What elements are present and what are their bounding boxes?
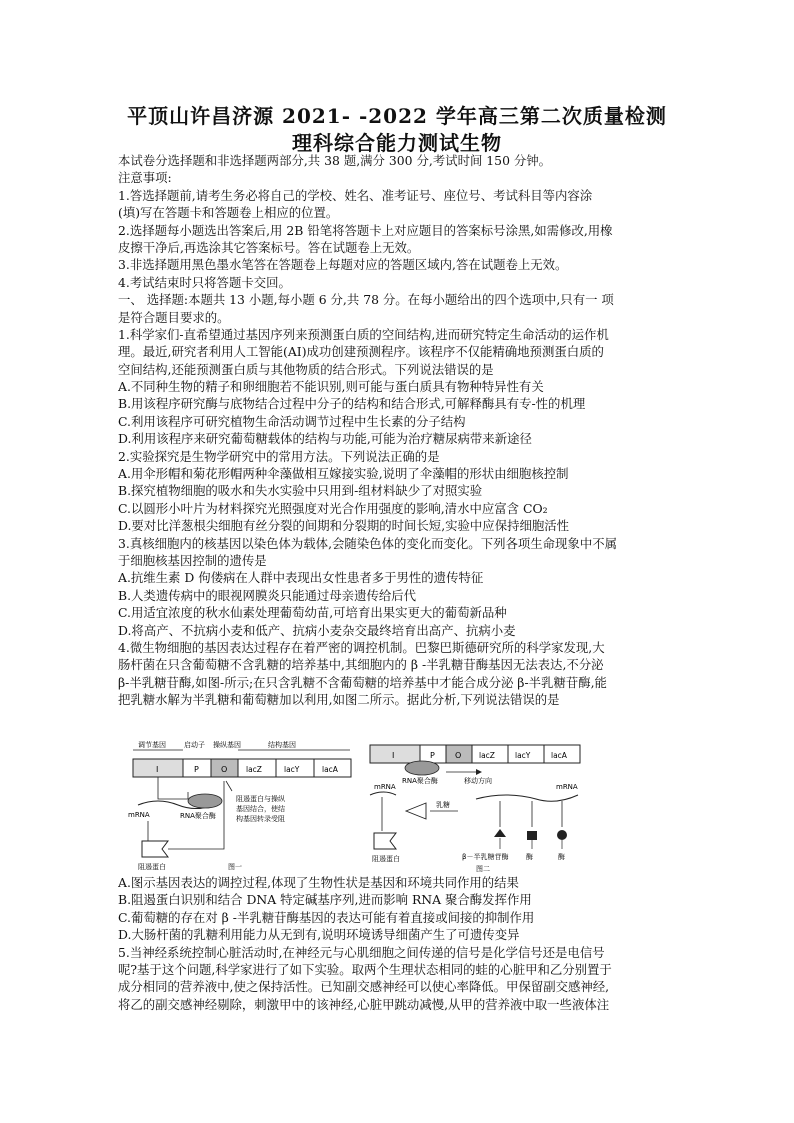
text-line: 将乙的副交感神经剔除，刺激甲中的该神经,心脏甲跳动减慢,从甲的营养液中取一些液体注 <box>118 996 610 1012</box>
segment-label: O <box>221 765 228 774</box>
note-line: 基因结合，使结 <box>236 805 285 813</box>
text-line: 是符合题目要求的。 <box>118 309 230 325</box>
text-line: 一、 选择题:本题共 13 小题,每小题 6 分,共 78 分。在每小题给出的四个选项中,只有一 项 <box>118 292 614 308</box>
exam-body <box>118 152 678 709</box>
text-line: (填)写在答题卡和答题卷上相应的位置。 <box>118 205 339 221</box>
segment-label: lacY <box>284 765 300 774</box>
enzyme-label: β－半乳糖苷酶 <box>462 853 509 861</box>
enzyme-label: 酶 <box>558 853 565 861</box>
text-line: B.探究植物细胞的吸水和失水实验中只用到-组材料缺少了对照实验 <box>118 483 483 499</box>
text-line: 2.选择题每小题选出答案后,用 2B 铅笔将答题卡上对应题目的答案标号涂黑,如需修改,用橡 <box>118 222 613 238</box>
text-line: 于细胞核基因控制的遗传是 <box>118 552 267 568</box>
text-line: 空间结构,还能预测蛋白质与其他物质的结合形式。下列说法错误的是 <box>118 361 494 377</box>
text-line: 1.答选择题前,请考生务必将自己的学校、姓名、准考证号、座位号、考试科目等内容涂 <box>118 187 593 203</box>
repressor-shape <box>374 833 396 849</box>
mrna-label: mRNA <box>128 811 150 819</box>
repressor-shape <box>142 841 168 857</box>
segment-label: P <box>194 765 199 774</box>
text-line: 3.真核细胞内的核基因以染色体为载体,会随染色体的变化而变化。下列各项生命现象中不属 <box>118 535 617 551</box>
exam-body-lower <box>118 874 678 1013</box>
text-line: C.以圆形小叶片为材料探究光照强度对光合作用强度的影响,清水中应富含 CO₂ <box>118 500 548 516</box>
gene-segment-i <box>370 745 420 763</box>
rna-polymerase-shape <box>405 761 439 775</box>
figure-one-diagram <box>128 737 358 873</box>
note-line: 构基因转录受阻 <box>236 815 285 823</box>
mrna-left-label: mRNA <box>374 783 396 791</box>
segment-label: lacA <box>551 751 567 760</box>
text-line: A.不同种生物的精子和卵细胞若不能识别,则可能与蛋白质具有物种特异性有关 <box>118 379 544 395</box>
text-line: B.阻遏蛋白识别和结合 DNA 特定碱基序列,进而影响 RNA 聚合酶发挥作用 <box>118 892 532 908</box>
direction-label: 移动方向 <box>464 777 492 785</box>
label-promoter: 启动子 <box>184 741 205 749</box>
text-line: C.葡萄糖的存在对 β -半乳糖苷酶基因的表达可能有着直接或间接的抑制作用 <box>118 909 535 925</box>
lactose-shape <box>406 803 426 819</box>
text-line: D.将高产、不抗病小麦和低产、抗病小麦杂交最终培育出高产、抗病小麦 <box>118 622 516 638</box>
note-line: 阻遏蛋白与操纵 <box>236 795 285 803</box>
enzyme-shape <box>494 829 506 837</box>
text-line: 呢?基于这个问题,科学家进行了如下实验。取两个生理状态相同的蛙的心脏甲和乙分别置于 <box>118 961 612 977</box>
text-line: 把乳糖水解为半乳糖和葡萄糖加以利用,如图二所示。据此分析,下列说法错误的是 <box>118 692 560 708</box>
enzyme-shape <box>527 831 537 840</box>
label-operator: 操纵基因 <box>213 741 241 749</box>
figure-one <box>128 737 358 877</box>
segment-label: lacA <box>322 765 338 774</box>
text-line: A.抗维生素 D 佝偻病在人群中表现出女性患者多于男性的遗传特征 <box>118 570 484 586</box>
text-line: 成分相同的营养液中,使之保持活性。已知副交感神经可以使心率降低。甲保留副交感神经, <box>118 979 610 995</box>
text-line: B.用该程序研究酶与底物结合过程中分子的结构和结合形式,可解释酶具有专-性的机理 <box>118 396 586 412</box>
text-line: 4.微生物细胞的基因表达过程存在着严密的调控机制。巴黎巴斯德研究所的科学家发现,大 <box>118 639 605 655</box>
figure-caption: 图一 <box>228 863 242 871</box>
mrna-strand <box>370 792 396 795</box>
text-line: 理。最近,研究者利用人工智能(AI)成功创建预测程序。该程序不仅能精确地预测蛋白质的 <box>118 344 604 360</box>
segment-label: lacY <box>515 751 531 760</box>
pointer-line <box>226 781 232 791</box>
text-line: 5.当神经系统控制心脏活动时,在神经元与心肌细胞之间传递的信号是化学信号还是电信号 <box>118 944 605 960</box>
rna-polymerase-shape <box>188 794 222 808</box>
text-line: 3.非选择题用黑色墨水笔答在答题卷上每题对应的答题区域内,答在试题卷上无效。 <box>118 257 568 273</box>
mrna-right-label: mRNA <box>556 783 578 791</box>
text-line: 肠杆菌在只含葡萄糖不含乳糖的培养基中,其细胞内的 β -半乳糖苷酶基因无法表达,不分泌 <box>118 657 604 673</box>
segment-label: lacZ <box>479 751 495 760</box>
figure-two-diagram <box>366 737 586 873</box>
segment-label: I <box>392 751 395 760</box>
text-line: 1.科学家们-直希望通过基因序列来预测蛋白质的空间结构,进而研究特定生命活动的运作机 <box>118 326 609 342</box>
lactose-label: 乳糖 <box>436 801 450 809</box>
segment-label: I <box>156 765 159 774</box>
text-line: 2.实验探究是生物学研究中的常用方法。下列说法正确的是 <box>118 448 440 464</box>
text-line: 4.考试结束时只将答题卡交回。 <box>118 274 291 290</box>
text-line: D.利用该程序来研究葡萄糖载体的结构与功能,可能为治疗糖尿病带来新途径 <box>118 431 532 447</box>
text-line: D.要对比洋葱根尖细胞有丝分裂的间期和分裂期的时间长短,实验中应保持细胞活性 <box>118 518 570 534</box>
mrna-strand <box>476 795 578 801</box>
text-line: C.利用该程序可研究植物生命活动调节过程中生长素的分子结构 <box>118 413 466 429</box>
enzyme-label: 酶 <box>526 853 533 861</box>
text-line: B.人类遗传病中的眼视网膜炎只能通过母亲遗传给后代 <box>118 587 417 603</box>
text-line: C.用适宜浓度的秋水仙素处理葡萄幼苗,可培育出果实更大的葡萄新品种 <box>118 605 507 621</box>
text-line: A.图示基因表达的调控过程,体现了生物性状是基因和环境共同作用的结果 <box>118 875 519 890</box>
page-title: 平顶山许昌济源 2021- -2022 学年高三第二次质量检测 <box>127 104 667 128</box>
label-regulator-gene: 调节基因 <box>138 741 166 749</box>
repressor-label: 阻遏蛋白 <box>138 863 166 871</box>
segment-label: lacZ <box>246 765 262 774</box>
repressor-label: 阻遏蛋白 <box>372 855 400 863</box>
segment-label: P <box>430 751 435 760</box>
page-subtitle: 理科综合能力测试生物 <box>292 131 502 155</box>
enzyme-shape <box>557 830 567 840</box>
polymerase-label: RNA聚合酶 <box>402 777 438 785</box>
text-line: D.大肠杆菌的乳糖利用能力从无到有,说明环境诱导细菌产生了可遗传变异 <box>118 927 520 943</box>
segment-label: O <box>455 751 462 760</box>
label-structural-genes: 结构基因 <box>268 741 296 749</box>
text-line: A.用伞形帽和菊花形帽两种伞藻做相互嫁接实验,说明了伞藻帽的形状由细胞核控制 <box>118 466 569 482</box>
text-line: 注意事项: <box>118 170 172 186</box>
polymerase-label: RNA聚合酶 <box>180 812 216 820</box>
transcription-arrow <box>158 777 188 799</box>
text-line: 本试卷分选择题和非选择题两部分,共 38 题,满分 300 分,考试时间 150 分钟。 <box>118 153 552 168</box>
figure-two <box>366 737 586 877</box>
movement-arrowhead <box>476 769 482 775</box>
text-line: 皮擦干净后,再选涂其它答案标号。答在试题卷上无效。 <box>118 239 420 255</box>
text-line: β-半乳糖苷酶,如图-所示;在只含乳糖不含葡萄糖的培养基中才能合成分泌 β-半乳糖苷酶,能 <box>118 674 607 690</box>
figure-caption: 图二 <box>476 865 490 873</box>
